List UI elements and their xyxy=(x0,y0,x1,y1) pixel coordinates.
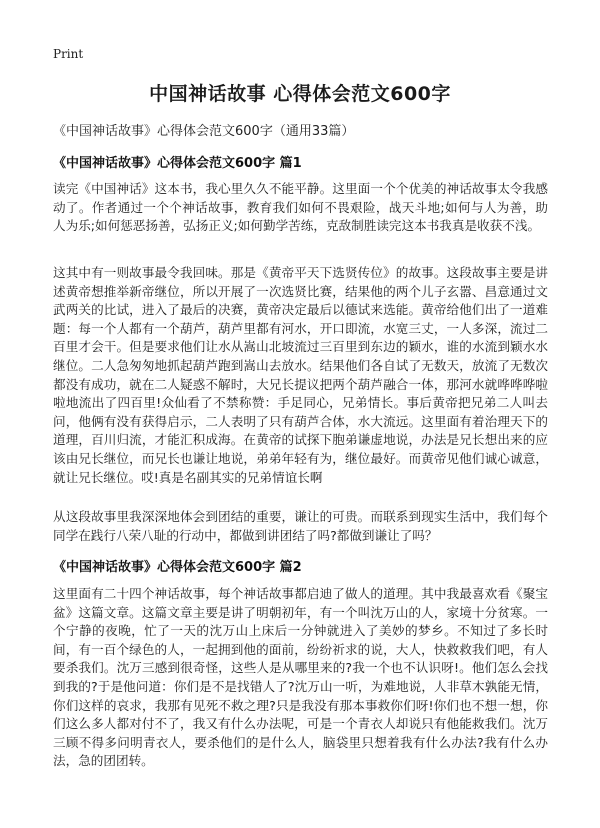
print-label[interactable]: Print xyxy=(53,47,84,61)
section-1-paragraph-2: 这其中有一则故事最令我回味。那是《黄帝平天下选贤传位》的故事。这段故事主要是讲述黄帝想推举新帝继位，所以开展了一次选贤比赛，结果他的两个儿子玄嚣、昌意通过文武两关的比试，进入了最后的决赛，黄帝决定最后以德试来选能。黄帝给他们出了一道难题：每一个人都有一个葫芦，葫芦里都有河水，开口即流，水宽三丈，一人多深，流过二百里才会干。但是要求他们让水从嵩山北坡流过三百里到东边的颖水，谁的水流到颖水水继位。二人急匆匆地抓起葫芦跑到嵩山去放水。结果他们各自试了无数天，放流了无数次都没有成功，就在二人疑惑不解时，大兄长提议把两个葫芦融合一体，那河水就哗哗哗啦啦地流出了四百里!众仙看了不禁称赞：手足同心，兄弟情长。事后黄帝把兄弟二人叫去问，他俩有没有获得启示，二人表明了只有葫芦合体，水大流远。这里面有着治理天下的道理，百川归流，才能汇积成海。在黄帝的试探下胞弟谦虚地说，办法是兄长想出来的应该由兄长继位，而兄长也谦让地说，弟弟年轻有为，继位最好。而黄帝见他们诚心诚意，就让兄长继位。哎!真是名副其实的兄弟情谊长啊 xyxy=(53,265,548,485)
section-2-paragraph-1: 这里面有二十四个神话故事，每个神话故事都启迪了做人的道理。其中我最喜欢看《聚宝盆》这篇文章。这篇文章主要是讲了明朝初年，有一个叫沈万山的人，家境十分贫寒。一个宁静的夜晚，忙了一天的沈万山上床后一分钟就进入了美妙的梦乡。不知过了多长时间，有一百个绿色的人，一起拥到他的面前，纷纷祈求的说，大人，快救救我们吧，有人要杀我们。沈万三感到很奇怪，这些人是从哪里来的?我一个也不认识呀!。他们怎么会找到我的?于是他问道：你们是不是找错人了?沈万山一听，为难地说，人非草木孰能无情，你们这样的哀求，我那有见死不救之理?只是我没有那本事救你们呀!你们也不想一想，你们这么多人都对付不了，我又有什么办法呢，可是一个青衣人却说只有他能救我们。沈万三顾不得多问明青衣人，要杀他们的是什么人，脑袋里只想着我有什么办法?我有什么办法，急的团团转。 xyxy=(53,586,548,769)
section-heading-1: 《中国神话故事》心得体会范文600字 篇1 xyxy=(53,156,302,171)
section-heading-2: 《中国神话故事》心得体会范文600字 篇2 xyxy=(53,560,302,575)
section-1-paragraph-3: 从这段故事里我深深地体会到团结的重要，谦让的可贵。而联系到现实生活中，我们每个同学在践行八荣八耻的行动中，都做到讲团结了吗?都做到谦让了吗？ xyxy=(53,509,548,543)
section-1-paragraph-1: 读完《中国神话》这本书，我心里久久不能平静。这里面一个个优美的神话故事太令我感动了。作者通过一个个神话故事，教育我们如何不畏艰险，战天斗地;如何与人为善，助人为乐;如何惩恶扬善，弘扬正义;如何勤学苦练，克敌制胜读完这本书我真是收获不浅。 xyxy=(53,181,548,234)
page-title: 中国神话故事 心得体会范文600字 xyxy=(149,83,451,105)
document-subtitle: 《中国神话故事》心得体会范文600字（通用33篇） xyxy=(53,124,355,139)
